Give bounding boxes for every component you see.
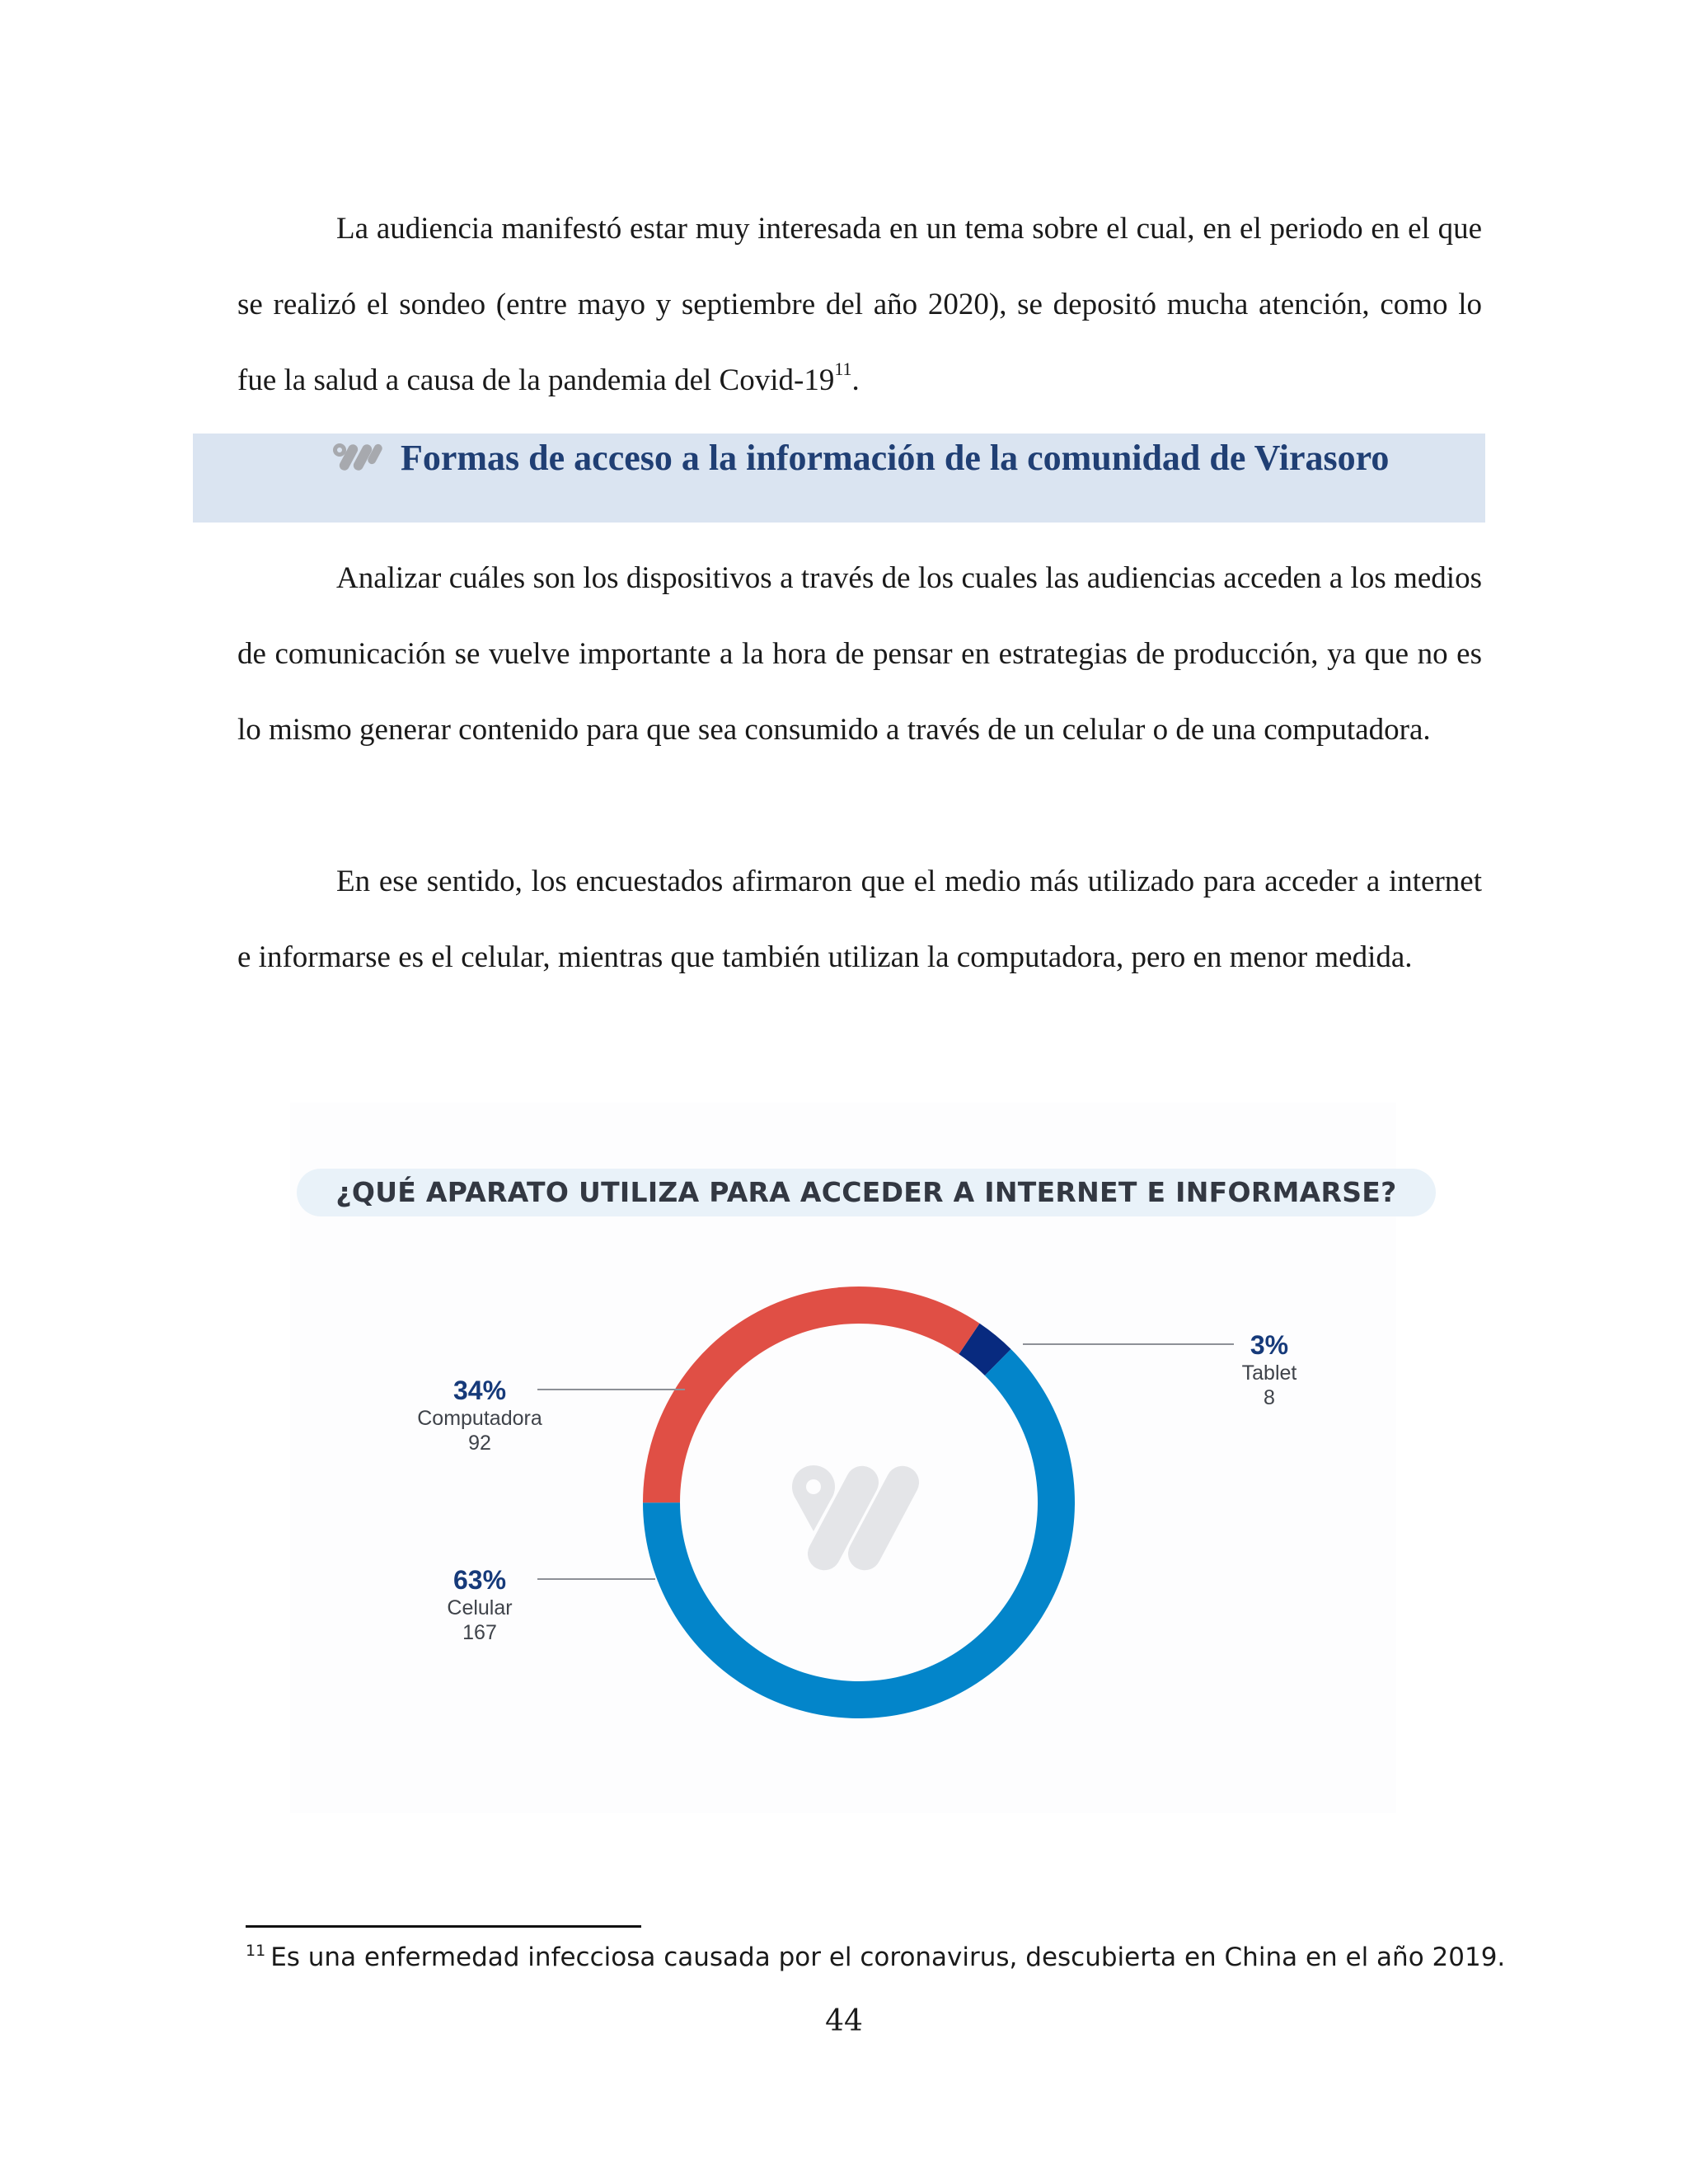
- paragraph-devices-analysis: [237, 541, 1482, 768]
- device-usage-infographic: [290, 1103, 1396, 1813]
- footnote-reference[interactable]: 11: [834, 359, 852, 379]
- paragraph-text: En ese sentido, los encuestados afirmaron que el medio más utilizado para acceder a internet e informarse es el celular, mientras que también utilizan la computadora, pero en menor medida.: [237, 865, 1482, 974]
- paragraph-health-interest: La audiencia manifestó estar muy interesada en un tema sobre el cual, en el periodo en el que se realizó el sondeo (entre mayo y septiembre del año 2020), se depositó mucha atención, como lo fue la salud a causa de la pandemia del Covid-$19^{11}$.: [237, 212, 1482, 397]
- paragraph-text: Analizar cuáles son los dispositivos a través de los cuales las audiencias acceden a los medios de comunicación se vuelve importante a la hora de pensar en estrategias de producción, ya que no es lo mismo generar contenido para que sea consumido a través de un celular o de una computadora.: [237, 561, 1482, 747]
- slice-label-computadora: Computadora: [417, 1407, 542, 1430]
- footnote-text: Es una enfermedad infecciosa causada por el coronavirus, descubierta en China en el año 2019.: [270, 1943, 1506, 1972]
- slice-label-tablet: Tablet: [1241, 1361, 1297, 1385]
- slice-count-tablet: 8: [1264, 1386, 1275, 1409]
- slice-label-celular: Celular: [447, 1596, 513, 1619]
- footnote-divider: [246, 1925, 641, 1928]
- donut-chart: [290, 1103, 1396, 1813]
- paragraph-text: La audiencia manifestó estar muy interesada en un tema sobre el cual, en el periodo en el que se realizó el sondeo (entre mayo y septiembre del año 2020), se depositó mucha atención, como lo fue la salud a causa de la pandemia del Covid-19: [237, 212, 1482, 397]
- slice-percent-tablet: 3%: [1250, 1330, 1289, 1360]
- slice-count-celular: 167: [462, 1621, 497, 1644]
- logo-mark-icon: [331, 440, 384, 476]
- paragraph-survey-result: [237, 844, 1482, 996]
- slice-percent-celular: 63%: [452, 1565, 507, 1595]
- slice-count-computadora: 92: [468, 1432, 491, 1455]
- chart-title: ¿QUÉ APARATO UTILIZA PARA ACCEDER A INTERNET E INFORMARSE?: [297, 1169, 1436, 1216]
- slice-percent-computadora: 34%: [452, 1376, 507, 1405]
- page-number: 44: [825, 2004, 863, 2038]
- footnote-number: 11: [246, 1942, 266, 1960]
- section-title: Formas de acceso a la información de la comunidad de Virasoro: [401, 438, 1390, 478]
- watermark-logo-icon: [792, 1460, 925, 1577]
- footnote: [246, 1941, 1505, 1974]
- section-heading-band: [193, 434, 1485, 523]
